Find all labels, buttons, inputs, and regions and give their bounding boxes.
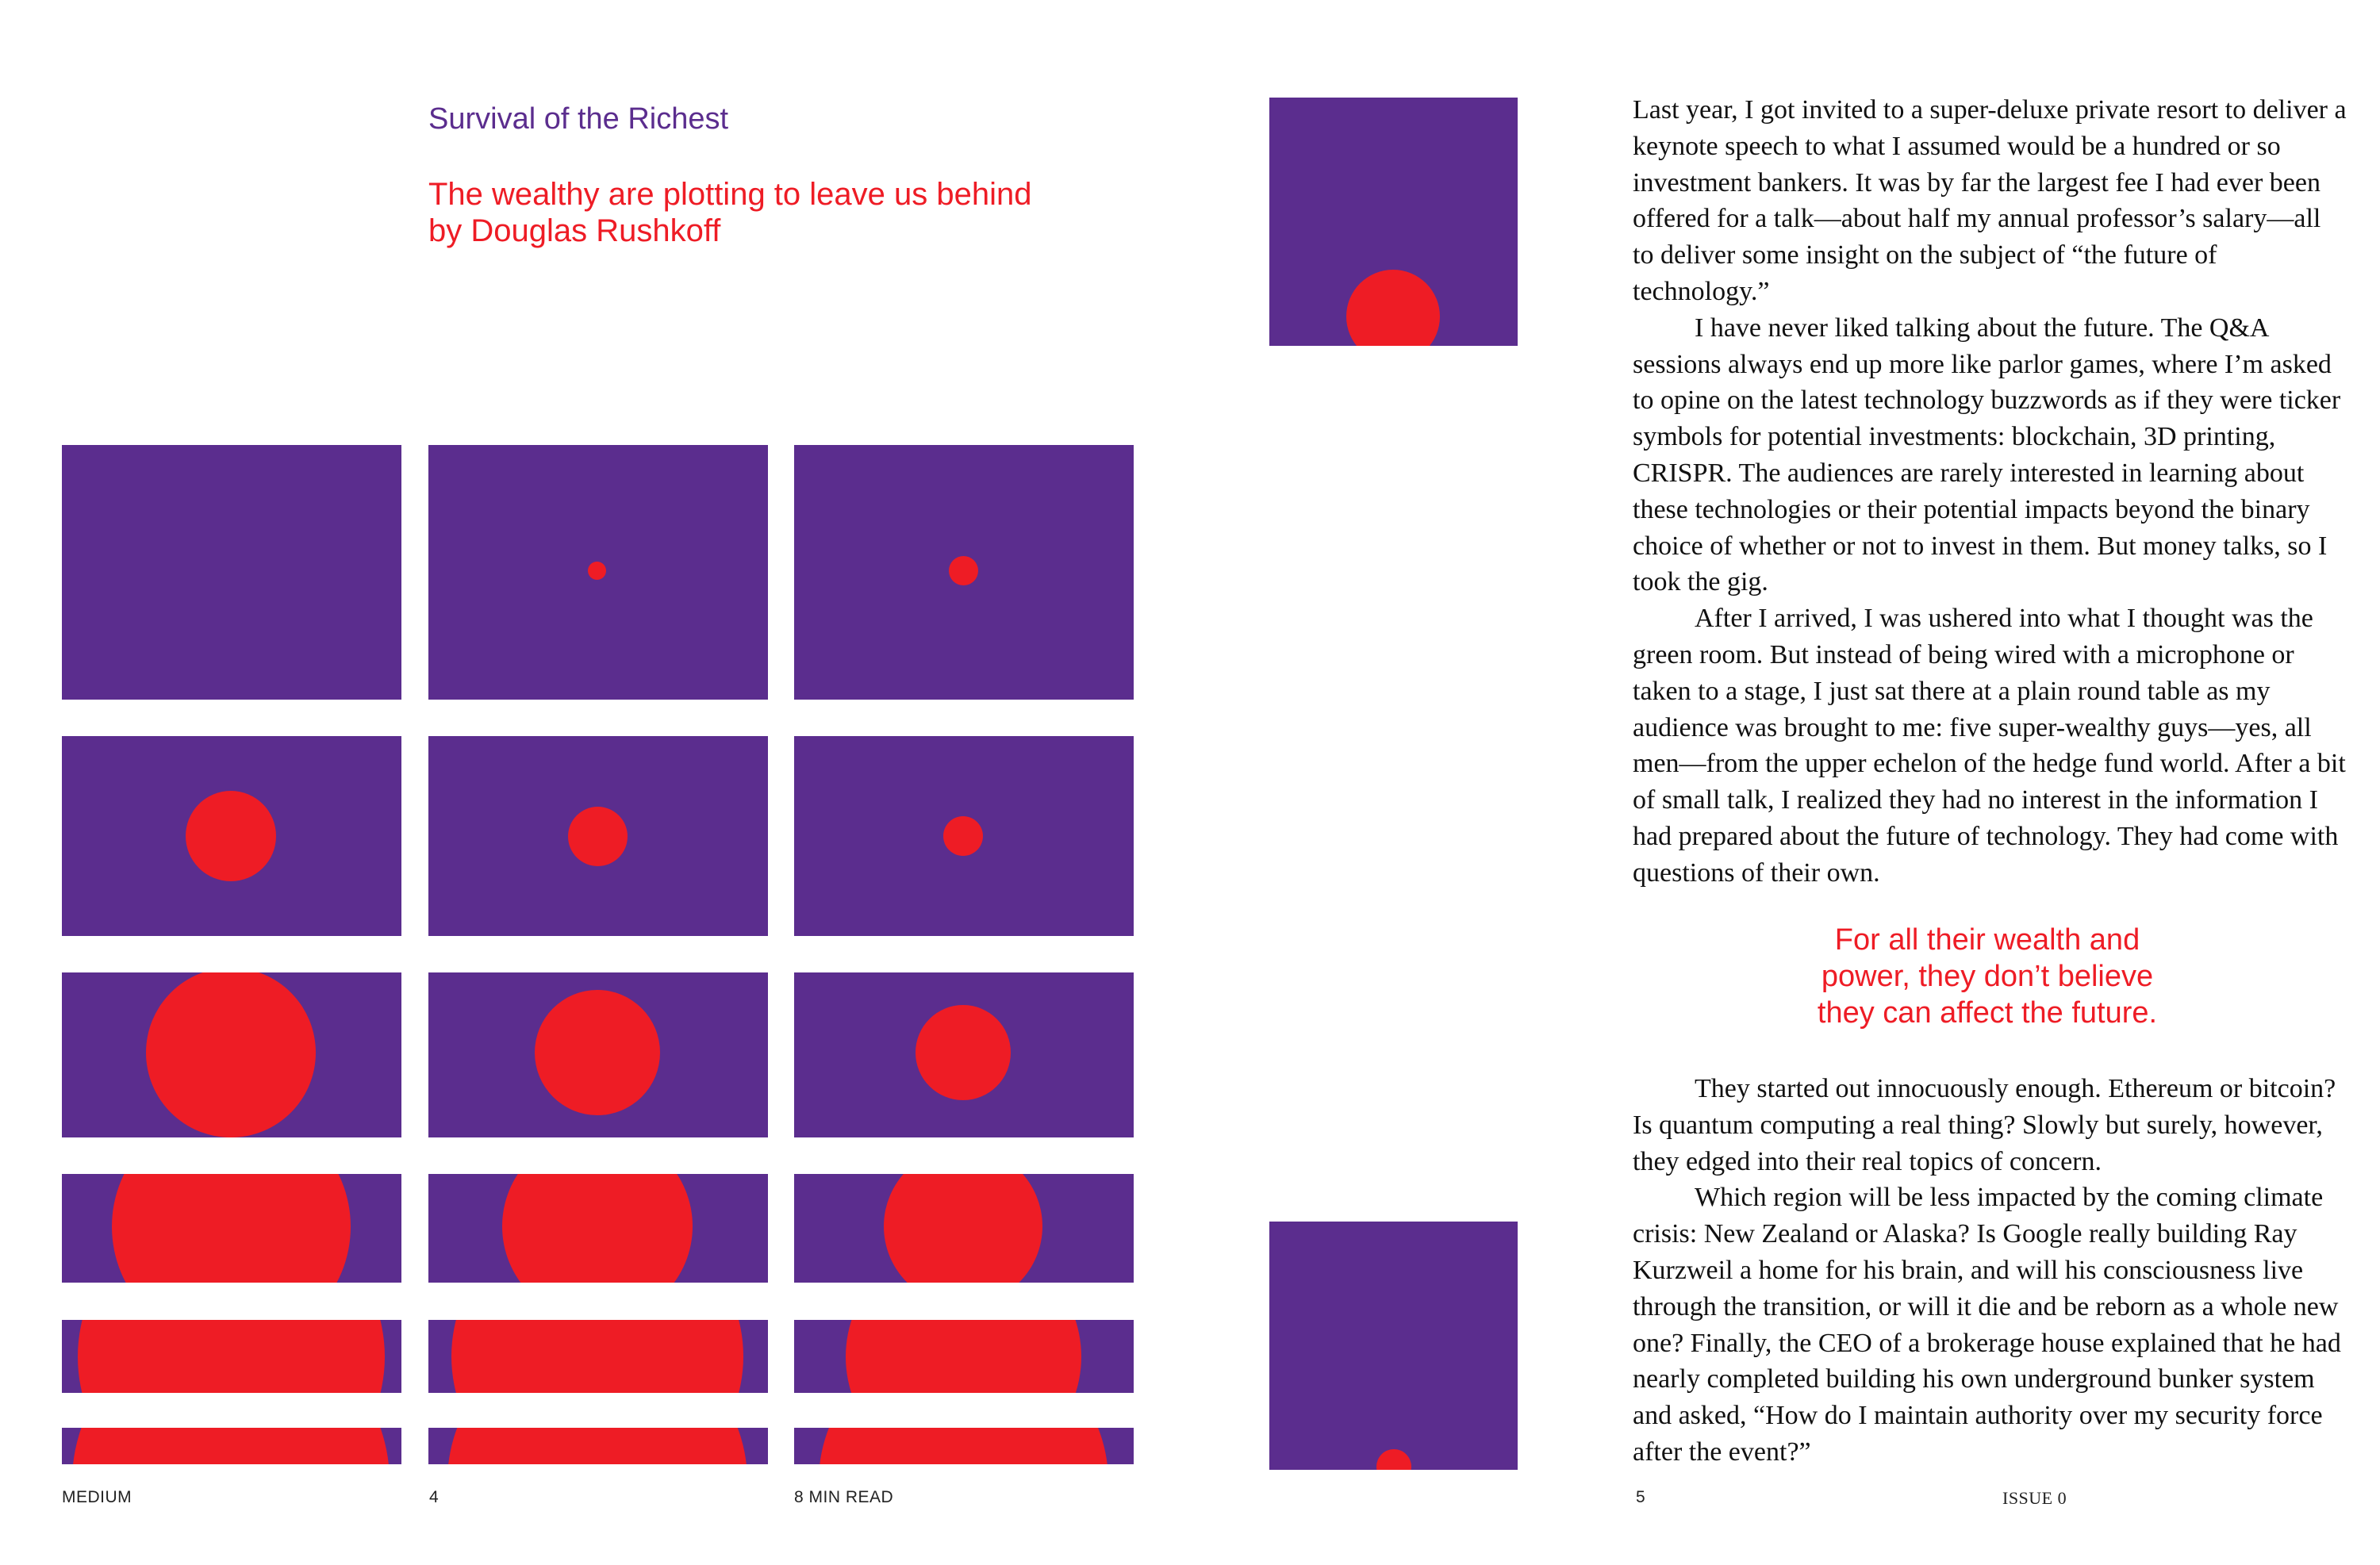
paragraph: They started out innocuously enough. Ethereum or bitcoin? Is quantum computing a real thing? Slowly but surely, however, they edged into their real topics of concern.	[1633, 1074, 2336, 1176]
paragraph: I have never liked talking about the future. The Q&A sessions always end up more like parlor games, where I’m asked to opine on the latest technology buzzwords as if they were ticker symbols for potential investments: blockchain, 3D printing, CRISPR. The audiences are rarely interested in learning about these technologies or their potential impacts beyond the binary choice of whether or not to invest in them. But money talks, so I took the gig.	[1633, 313, 2341, 597]
headline-title: The wealthy are plotting to leave us behind	[428, 177, 1032, 212]
illustration-tile	[794, 972, 1134, 1137]
sun-circle	[451, 1320, 743, 1393]
article-body	[1633, 92, 2347, 892]
sun-circle	[1376, 1449, 1411, 1470]
illustration-tile	[62, 1320, 401, 1393]
illustration-tile	[428, 1320, 768, 1393]
sun-circle	[884, 1174, 1042, 1283]
illustration-tile	[794, 736, 1134, 936]
illustration-tile	[428, 972, 768, 1137]
sun-circle	[502, 1174, 693, 1283]
illustration-tile	[428, 736, 768, 936]
illustration-tile	[62, 1428, 401, 1464]
section-kicker: Survival of the Richest	[428, 102, 729, 136]
illustration-tile	[794, 1320, 1134, 1393]
paragraph: Last year, I got invited to a super-deluxe private resort to deliver a keynote speech to what I assumed would be a hundred or so investment bankers. It was by far the largest fee I had ever been offered for a talk—about half my annual professor’s salary—all to deliver some insight on the subject of “the future of technology.”	[1633, 95, 2347, 306]
illustration-tile	[428, 445, 768, 700]
illustration-tile	[62, 445, 401, 700]
byline: by Douglas Rushkoff	[428, 213, 721, 248]
sun-circle	[588, 562, 606, 580]
sun-circle	[112, 1174, 351, 1283]
sun-circle	[535, 990, 660, 1115]
footer-publication: MEDIUM	[62, 1488, 132, 1506]
illustration-tile	[794, 445, 1134, 700]
sun-circle	[916, 1005, 1011, 1100]
article-body-continued	[1633, 1071, 2347, 1471]
sun-circle	[447, 1428, 747, 1464]
sun-circle	[1346, 270, 1440, 346]
pull-quote	[1729, 922, 2245, 1031]
pull-quote-line: power, they don’t believe	[1821, 960, 2154, 993]
sun-circle	[949, 556, 978, 585]
pull-quote-line: they can affect the future.	[1817, 996, 2158, 1030]
illustration-tile	[62, 1174, 401, 1283]
sun-circle	[72, 1428, 390, 1464]
footer-page-number-right: 5	[1636, 1488, 1646, 1506]
illustration-tile	[62, 736, 401, 936]
illustration-tile	[62, 972, 401, 1137]
square-illustration-top	[1269, 98, 1518, 346]
footer-read-time: 8 MIN READ	[794, 1488, 894, 1506]
illustration-tile	[428, 1428, 768, 1464]
footer-page-number-left: 4	[429, 1488, 440, 1506]
sun-circle	[943, 816, 983, 856]
paragraph: After I arrived, I was ushered into what I thought was the green room. But instead of being wired with a microphone or taken to a stage, I just sat there at a plain round table as my audience was brought to me: five super-wealthy guys—yes, all men—from the upper echelon of the hedge fund world. After a bit of small talk, I realized they had no interest in the information I had prepared about the future of technology. They had come with questions of their own.	[1633, 604, 2346, 888]
sun-circle	[146, 972, 316, 1137]
pull-quote-line: For all their wealth and	[1834, 923, 2140, 957]
sun-circle	[846, 1320, 1081, 1393]
illustration-tile	[428, 1174, 768, 1283]
paragraph: Which region will be less impacted by the coming climate crisis: New Zealand or Alaska? Is Google really building Ray Kurzweil a home for his brain, and will his consciousness live through the transition, or will it die and be reborn as a whole new one? Finally, the CEO of a brokerage house explained that he had nearly completed building his own underground bunker system and asked, “How do I maintain authority over my security force after the event?”	[1633, 1183, 2341, 1467]
footer-issue: ISSUE 0	[2002, 1488, 2067, 1508]
illustration-tile	[794, 1428, 1134, 1464]
sun-circle	[186, 791, 276, 881]
sun-circle	[78, 1320, 385, 1393]
square-illustration-bottom	[1269, 1222, 1518, 1470]
sun-circle	[819, 1428, 1108, 1464]
sun-circle	[568, 807, 628, 866]
illustration-tile	[794, 1174, 1134, 1283]
